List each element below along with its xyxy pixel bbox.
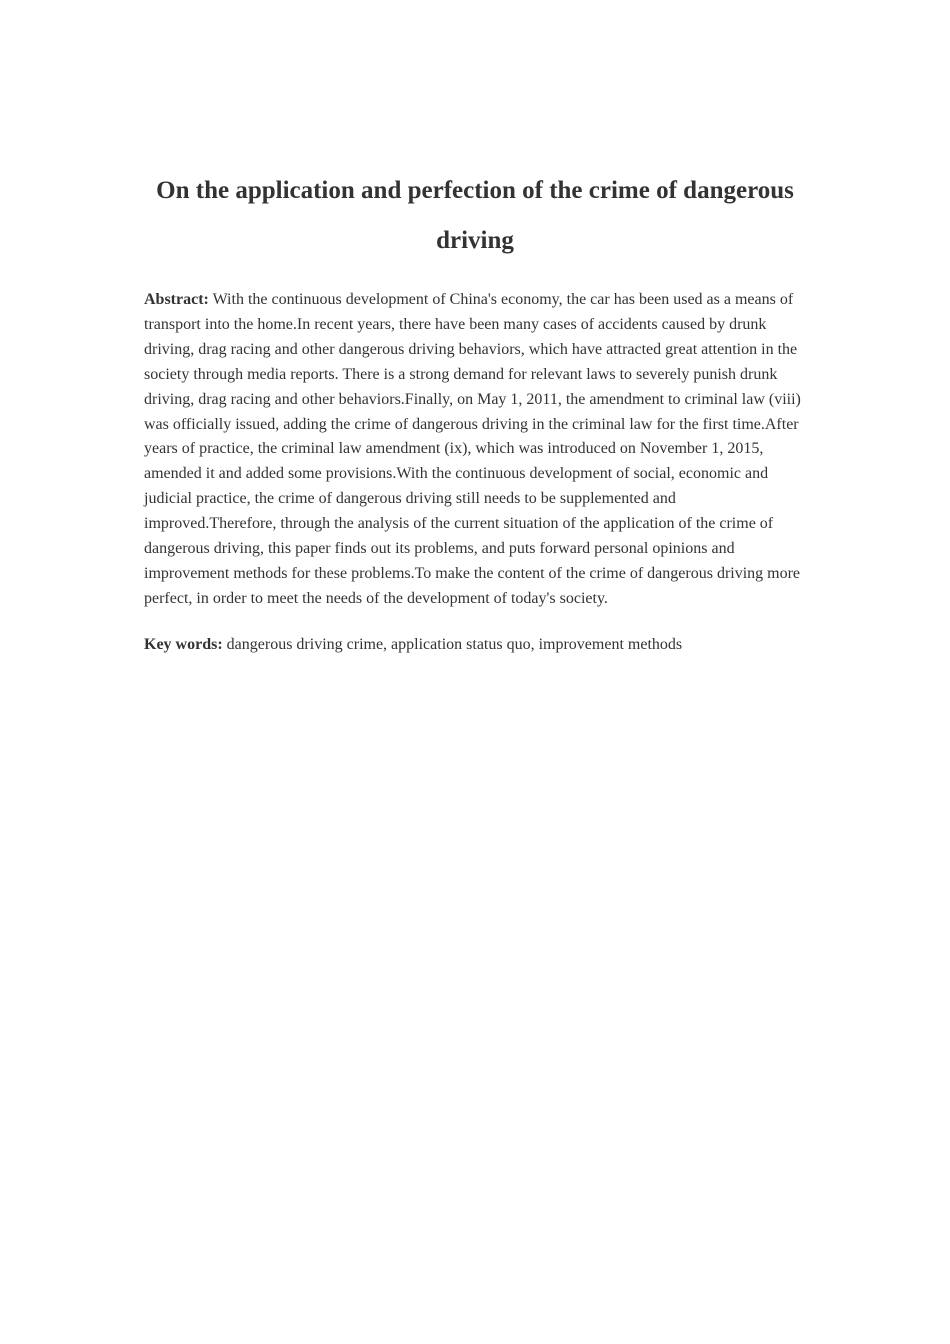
paper-page: [144, 166, 806, 658]
abstract-label: Abstract:: [144, 291, 209, 308]
abstract-text: With the continuous development of China's economy, the car has been used as a means of transport into the home.In recent years, there have been many cases of accidents caused by drunk driving, drag racing and other dangerous driving behaviors, which have attracted great attention in the society through media reports. There is a strong demand for relevant laws to severely punish drunk driving, drag racing and other behaviors.Finally, on May 1, 2011, the amendment to criminal law (viii) was officially issued, adding the crime of dangerous driving in the criminal law for the first time.After years of practice, the criminal law amendment (ix), which was introduced on November 1, 2015, amended it and added some provisions.With the continuous development of social, economic and judicial practice, the crime of dangerous driving still needs to be supplemented and improved.Therefore, through the analysis of the current situation of the application of the crime of dangerous driving, this paper finds out its problems, and puts forward personal opinions and improvement methods for these problems.To make the content of the crime of dangerous driving more perfect, in order to meet the needs of the development of today's society.: [144, 291, 801, 607]
abstract-paragraph: [144, 288, 806, 612]
keywords-text: dangerous driving crime, application status quo, improvement methods: [226, 635, 683, 653]
paper-title: On the application and perfection of the crime of dangerous driving: [156, 177, 794, 254]
keywords-paragraph: [144, 633, 806, 658]
keywords-label: Key words:: [144, 635, 223, 653]
